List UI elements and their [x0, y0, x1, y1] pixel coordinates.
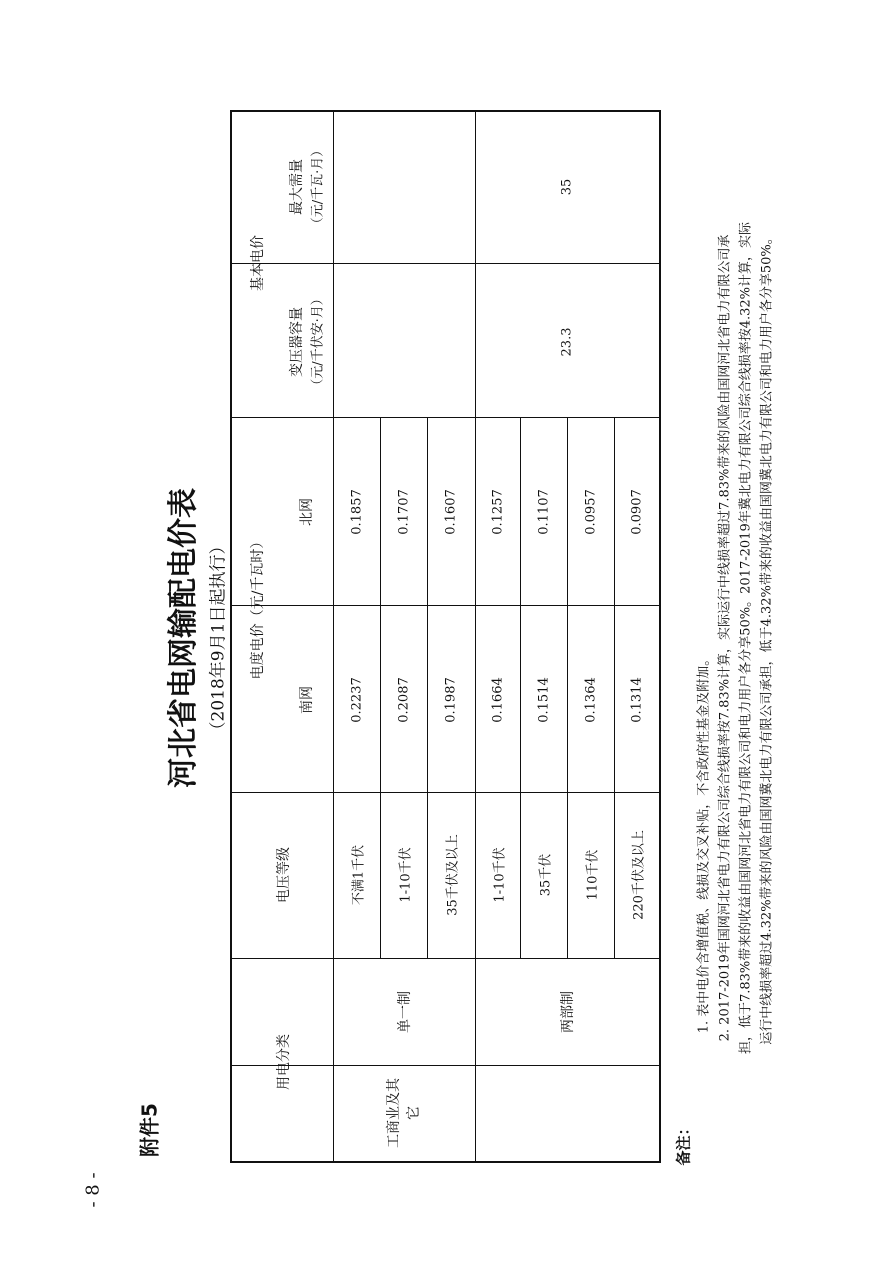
row-sep-2 — [427, 417, 428, 958]
page-number: - 8 - — [82, 1172, 104, 1208]
header-transformer-capacity: 变压器容量 — [289, 307, 305, 377]
table-row-south: 0.1364 — [583, 677, 599, 723]
table-row-south: 0.1514 — [536, 677, 552, 723]
line-capacity-sub — [232, 263, 659, 264]
table-row-south: 0.2237 — [349, 677, 365, 723]
table-row-north: 0.0907 — [629, 489, 645, 535]
table-row-voltage: 35千伏及以上 — [445, 834, 461, 916]
two-part-demand-value: 35 — [559, 178, 575, 196]
line-category-sub — [333, 1065, 659, 1066]
two-part-transformer-value: 23.3 — [559, 327, 575, 357]
line-capacity-top — [232, 417, 659, 418]
line-voltage-top — [232, 792, 659, 793]
notes-line-3: 担，低于7.83%带来的收益由国网河北省电力有限公司和电力用户各分享50%。2017-2019年冀北电力有限公司综合线损率按4.32%计算，实际 — [738, 221, 754, 1055]
table-row-south: 0.1664 — [490, 677, 506, 723]
table-row-south: 0.1987 — [443, 677, 459, 723]
header-energy-price: 电度电价（元/千瓦时） — [250, 534, 266, 680]
line-energy-sub — [232, 605, 659, 606]
header-north-grid: 北网 — [299, 498, 315, 526]
row-sep-1 — [380, 417, 381, 958]
category-main-label: 工商业及其它 — [386, 1078, 422, 1148]
table-border-left — [230, 110, 232, 1163]
notes-line-2: 2. 2017-2019年国网河北省电力有限公司综合线损率按7.83%计算，实际运行中线损率超过7.83%带来的风险由国网河北省电力有限公司承 — [717, 234, 733, 1042]
single-system-label: 单一制 — [397, 991, 413, 1033]
row-sep-6 — [614, 417, 615, 958]
table-row-north: 0.1257 — [490, 489, 506, 535]
notes-line-1: 1. 表中电价含增值税、线损及交叉补贴，不含政府性基金及附加。 — [696, 652, 712, 1034]
notes-label: 备注： — [674, 1120, 693, 1166]
header-south-grid: 南网 — [299, 686, 315, 714]
table-border-right — [659, 110, 661, 1163]
system-separator-line — [475, 110, 476, 1163]
table-row-north: 0.1857 — [349, 489, 365, 535]
header-voltage: 电压等级 — [276, 847, 292, 903]
row-sep-4 — [520, 417, 521, 958]
table-row-voltage: 1-10千伏 — [492, 847, 508, 903]
row-sep-5 — [567, 417, 568, 958]
header-col-line — [333, 110, 334, 1163]
table-row-voltage: 1-10千伏 — [398, 847, 414, 903]
header-category: 用电分类 — [276, 1034, 292, 1090]
table-row-voltage: 35千伏 — [538, 853, 554, 897]
table-row-north: 0.1707 — [396, 489, 412, 535]
table-row-voltage: 不满1千伏 — [351, 844, 367, 906]
table-row-voltage: 110千伏 — [585, 849, 601, 901]
table-border-bottom — [230, 1161, 661, 1163]
table-row-south: 0.1314 — [629, 677, 645, 723]
header-transformer-unit: （元/千伏安·月） — [310, 292, 326, 392]
header-max-demand-unit: （元/千瓦·月） — [310, 143, 326, 231]
two-part-system-label: 两部制 — [560, 991, 576, 1033]
header-capacity-price: 基本电价 — [250, 235, 266, 291]
notes-line-4: 运行中线损率超过4.32%带来的风险由国网冀北电力有限公司承担，低于4.32%带来的收益由国网冀北电力有限公司和电力用户各分享50%。 — [759, 231, 775, 1045]
page-subtitle: （2018年9月1日起执行） — [208, 537, 229, 739]
header-max-demand: 最大需量 — [289, 159, 305, 215]
table-border-top — [230, 110, 661, 112]
table-row-north: 0.0957 — [583, 489, 599, 535]
table-row-north: 0.1607 — [443, 489, 459, 535]
attachment-label: 附件5 — [137, 1103, 162, 1157]
line-system-top — [232, 958, 659, 959]
page-title: 河北省电网输配电价表 — [166, 488, 201, 788]
table-row-north: 0.1107 — [536, 489, 552, 535]
table-row-voltage: 220千伏及以上 — [631, 830, 647, 920]
table-row-south: 0.2087 — [396, 677, 412, 723]
